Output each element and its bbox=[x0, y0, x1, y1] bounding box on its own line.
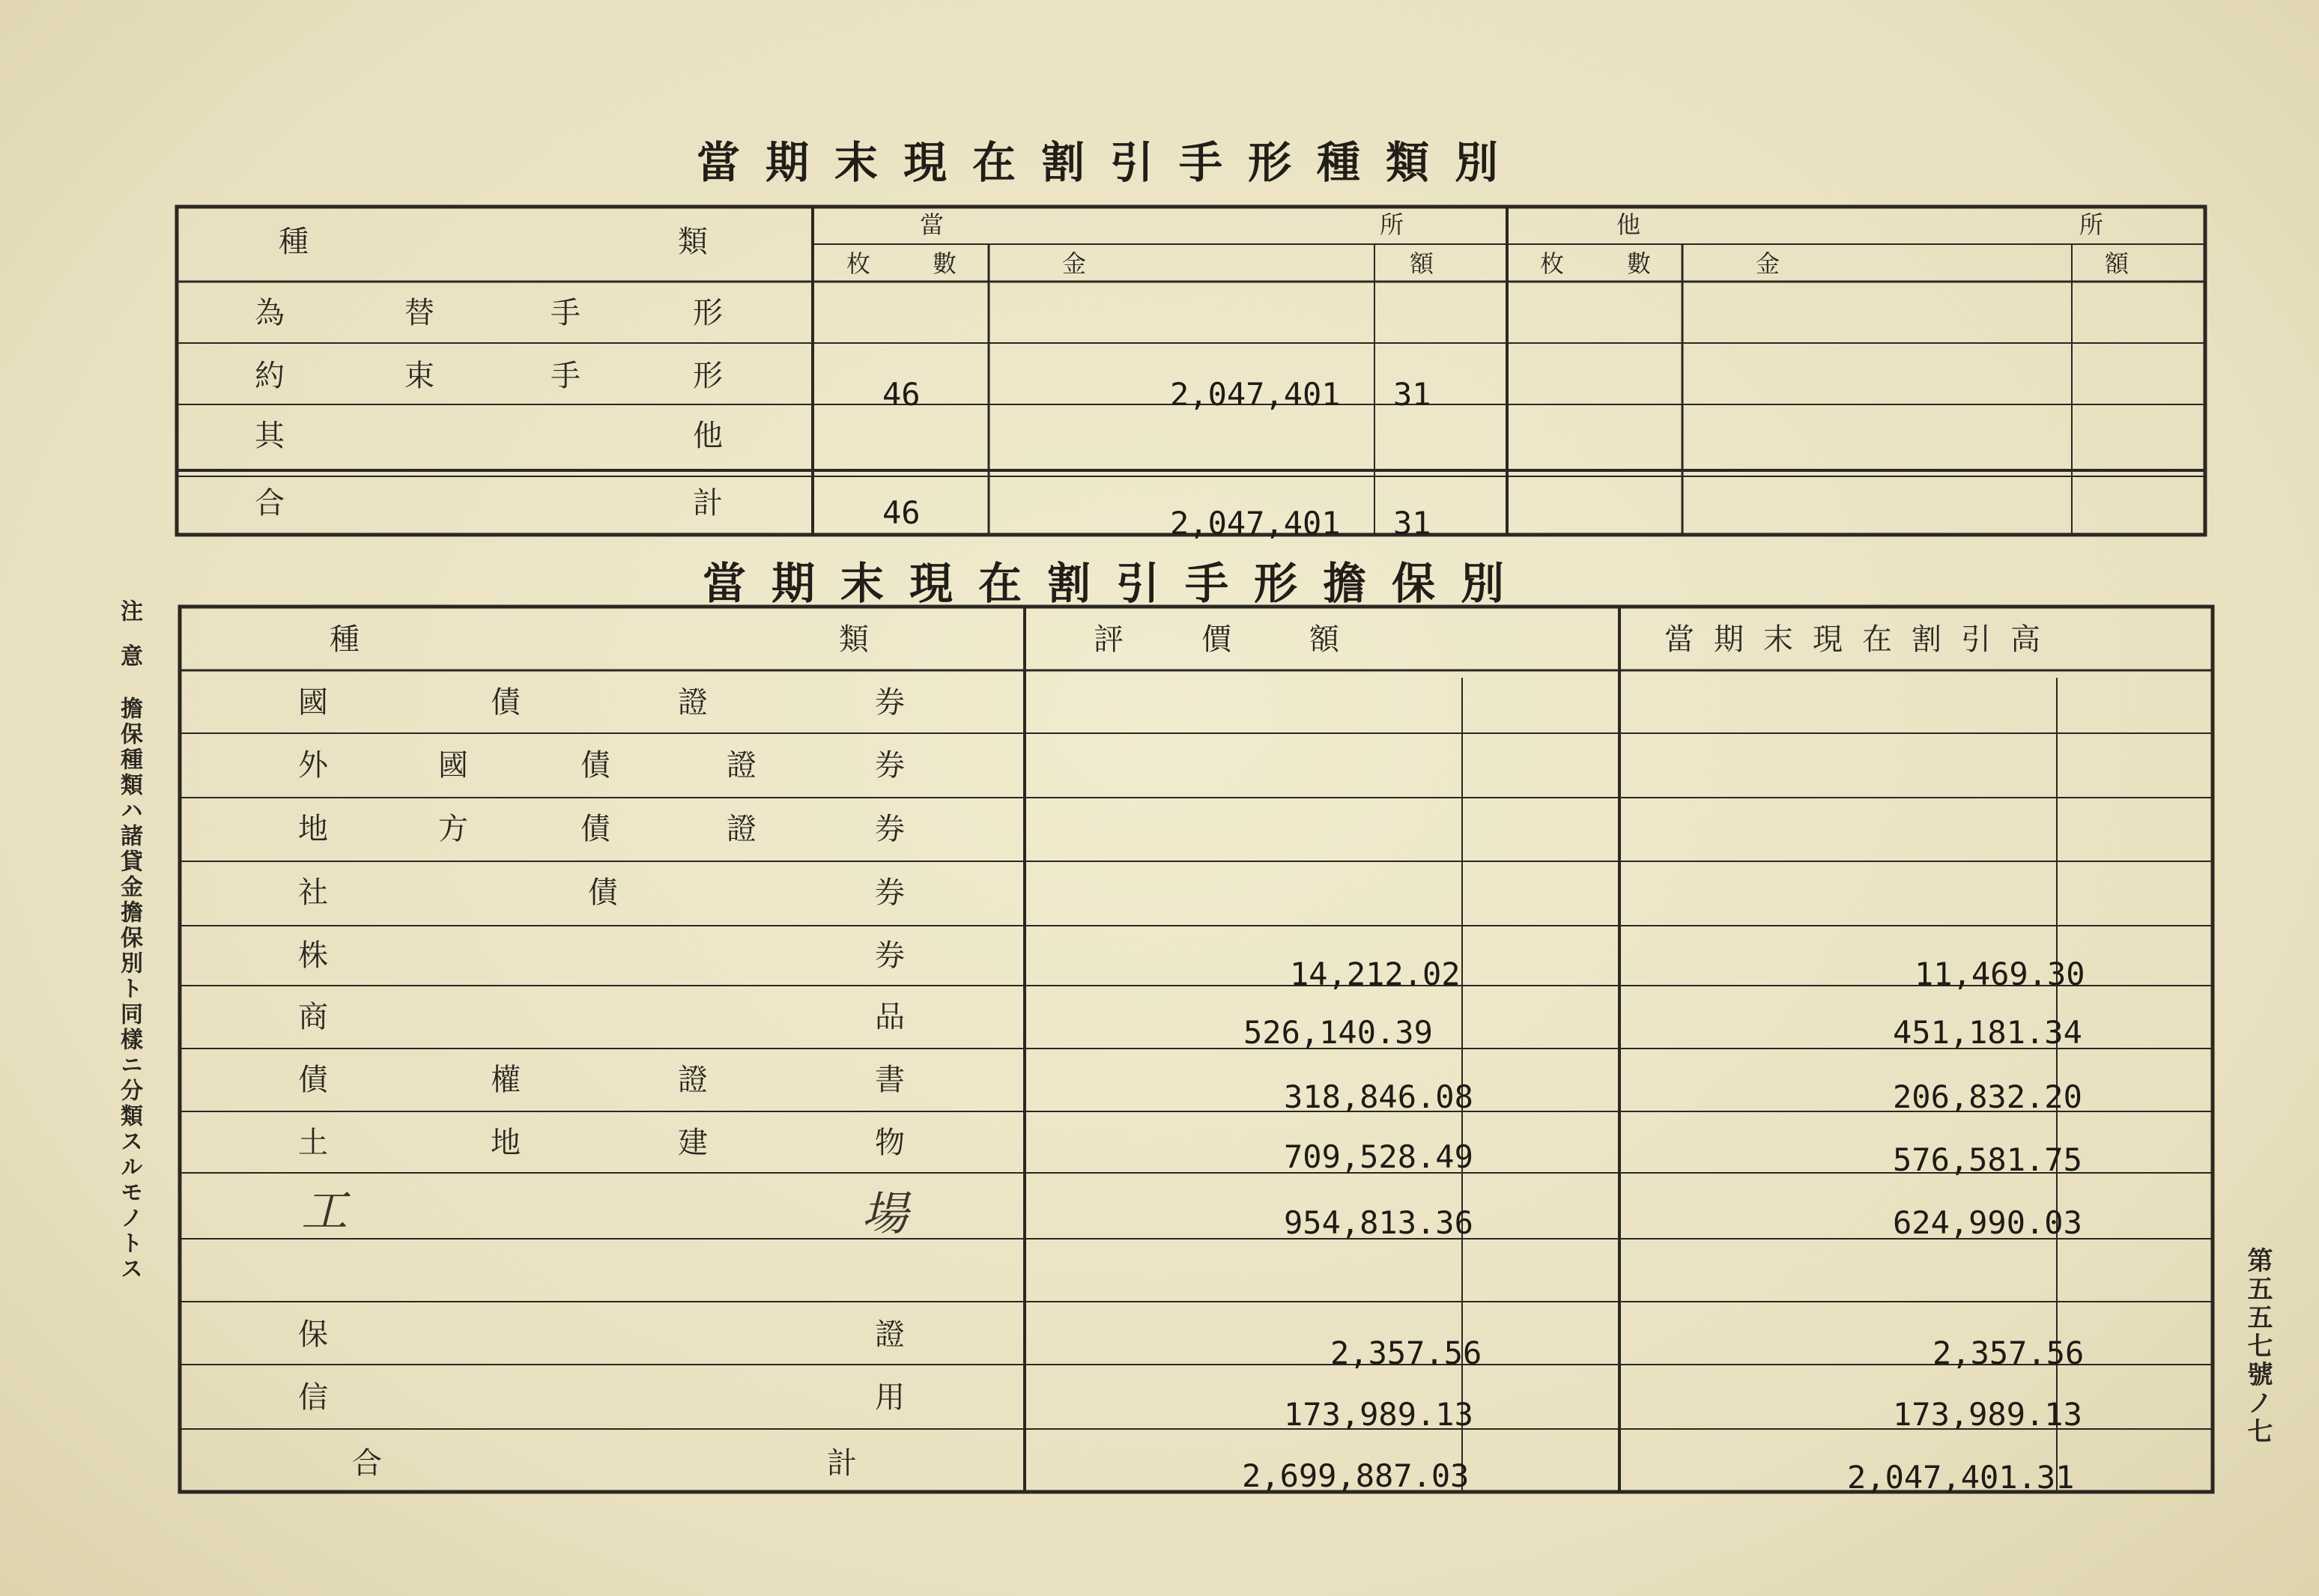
t2-row5-value: 14,212.02 bbox=[1290, 956, 1461, 992]
t1-total-count: 46 bbox=[882, 494, 921, 531]
t1-row1-k4: 形 bbox=[693, 296, 723, 330]
t2-header-value: 評 價 額 bbox=[1094, 622, 1345, 657]
t2-row2-c4: 證 bbox=[727, 748, 757, 783]
t2-total-balance: 2,047,401.31 bbox=[1847, 1459, 2075, 1496]
t2-row11-value: 2,357.56 bbox=[1330, 1335, 1482, 1371]
t2-total-c2: 計 bbox=[827, 1446, 857, 1481]
t2-row7-c2: 權 bbox=[491, 1063, 521, 1097]
t1-row2-amount: 2,047,401 bbox=[1170, 376, 1341, 413]
t1-row3-k4: 他 bbox=[693, 419, 723, 453]
t2-row8-balance: 576,581.75 bbox=[1893, 1141, 2082, 1178]
t1-ours-count-b: 數 bbox=[933, 249, 957, 278]
t1-ours-amount-a: 金 bbox=[1062, 249, 1087, 278]
t2-row2-c1: 外 bbox=[298, 748, 328, 783]
note-label: 注意 bbox=[116, 599, 142, 689]
t2-row1-c2: 債 bbox=[491, 685, 521, 720]
t2-row8-value: 709,528.49 bbox=[1284, 1138, 1473, 1175]
t1-row1-k1: 為 bbox=[255, 296, 285, 330]
t2-header-balance: 當期末現在割引高 bbox=[1664, 622, 2060, 657]
t1-row2-cents: 31 bbox=[1393, 376, 1431, 413]
t2-row5-c2: 券 bbox=[875, 938, 905, 973]
t1-ours-count-a: 枚 bbox=[846, 249, 871, 278]
t1-other-count-b: 數 bbox=[1627, 249, 1652, 278]
t2-row11-balance: 2,357.56 bbox=[1932, 1335, 2085, 1371]
t2-row5-c1: 株 bbox=[298, 938, 328, 973]
t2-row3-c1: 地 bbox=[298, 812, 328, 846]
t2-header-kind-right: 類 bbox=[839, 622, 869, 657]
t2-row7-balance: 206,832.20 bbox=[1893, 1078, 2082, 1115]
t2-row9-c1-handwritten: 工 bbox=[301, 1183, 348, 1238]
t2-row6-value: 526,140.39 bbox=[1243, 1014, 1433, 1051]
t1-total-k1: 合 bbox=[255, 486, 285, 521]
t2-row4-c2: 債 bbox=[588, 876, 618, 910]
t1-total-k4: 計 bbox=[693, 486, 723, 521]
t2-row12-balance: 173,989.13 bbox=[1893, 1396, 2082, 1433]
t2-row2-c5: 券 bbox=[875, 748, 905, 783]
t1-header-ours-left: 當 bbox=[920, 210, 945, 239]
t1-row2-k2: 束 bbox=[404, 359, 434, 393]
t1-row2-k3: 手 bbox=[551, 359, 580, 393]
t1-header-other-right: 所 bbox=[2079, 210, 2104, 239]
t2-row11-c1: 保 bbox=[298, 1317, 328, 1352]
table1-title: 當期末現在割引手形種類別 bbox=[697, 137, 1524, 188]
t1-total-amount: 2,047,401 bbox=[1170, 505, 1341, 541]
t1-header-other-left: 他 bbox=[1616, 210, 1641, 239]
t2-row3-c3: 債 bbox=[580, 812, 610, 846]
t2-row9-c2-handwritten: 場 bbox=[861, 1186, 909, 1241]
t1-total-cents: 31 bbox=[1393, 505, 1431, 541]
t1-ours-amount-b: 額 bbox=[1410, 249, 1434, 278]
t2-row2-c2: 國 bbox=[438, 748, 468, 783]
t2-row3-c4: 證 bbox=[727, 812, 757, 846]
t2-row1-c3: 證 bbox=[678, 685, 708, 720]
t2-row4-c3: 券 bbox=[875, 876, 905, 910]
t2-row11-c2: 證 bbox=[875, 1317, 905, 1352]
t2-row6-balance: 451,181.34 bbox=[1893, 1014, 2082, 1051]
t1-other-count-a: 枚 bbox=[1540, 249, 1565, 278]
t2-row7-c1: 債 bbox=[298, 1063, 328, 1097]
t2-row8-c3: 建 bbox=[678, 1126, 708, 1160]
t1-other-amount-b: 額 bbox=[2105, 249, 2129, 278]
t1-header-ours-right: 所 bbox=[1380, 210, 1404, 239]
t2-row6-c2: 品 bbox=[875, 1000, 905, 1034]
t2-row9-balance: 624,990.03 bbox=[1893, 1204, 2082, 1241]
table2-title: 當期末現在割引手形擔保別 bbox=[703, 558, 1530, 609]
t1-row2-k1: 約 bbox=[255, 359, 285, 393]
t2-row12-value: 173,989.13 bbox=[1284, 1396, 1473, 1433]
t2-row8-c4: 物 bbox=[875, 1126, 905, 1160]
t1-row1-k2: 替 bbox=[404, 296, 434, 330]
t2-total-c1: 合 bbox=[352, 1446, 382, 1481]
t2-row3-c5: 券 bbox=[875, 812, 905, 846]
t2-row7-value: 318,846.08 bbox=[1284, 1078, 1473, 1115]
t2-header-kind-left: 種 bbox=[330, 622, 360, 657]
t2-row7-c3: 證 bbox=[678, 1063, 708, 1097]
t1-other-amount-a: 金 bbox=[1756, 249, 1780, 278]
t1-row2-k4: 形 bbox=[693, 359, 723, 393]
t2-row12-c2: 用 bbox=[875, 1380, 905, 1415]
note-text: 擔保種類ハ諸貸金擔保別ト同樣ニ分類スルモノトス bbox=[116, 697, 142, 1282]
t1-row1-k3: 手 bbox=[551, 296, 580, 330]
t1-row3-k1: 其 bbox=[255, 419, 285, 453]
t2-row1-c1: 國 bbox=[298, 685, 328, 720]
t2-row9-value: 954,813.36 bbox=[1284, 1204, 1473, 1241]
t2-row8-c2: 地 bbox=[491, 1126, 521, 1160]
t2-row2-c3: 債 bbox=[580, 748, 610, 783]
t2-row12-c1: 信 bbox=[298, 1380, 328, 1415]
t2-row3-c2: 方 bbox=[438, 812, 468, 846]
t2-row5-balance: 11,469.30 bbox=[1915, 956, 2085, 992]
t1-header-kind-right: 類 bbox=[678, 225, 708, 259]
serial-number: 第五五七號ノ七 bbox=[2243, 1247, 2273, 1446]
t2-row6-c1: 商 bbox=[298, 1000, 328, 1034]
t2-row8-c1: 土 bbox=[298, 1126, 328, 1160]
t2-total-value: 2,699,887.03 bbox=[1242, 1457, 1470, 1494]
t2-row1-c4: 券 bbox=[875, 685, 905, 720]
t1-row2-count: 46 bbox=[882, 376, 921, 413]
t2-row7-c4: 書 bbox=[875, 1063, 905, 1097]
t1-header-kind-left: 種 bbox=[279, 225, 309, 259]
t2-row4-c1: 社 bbox=[298, 876, 328, 910]
